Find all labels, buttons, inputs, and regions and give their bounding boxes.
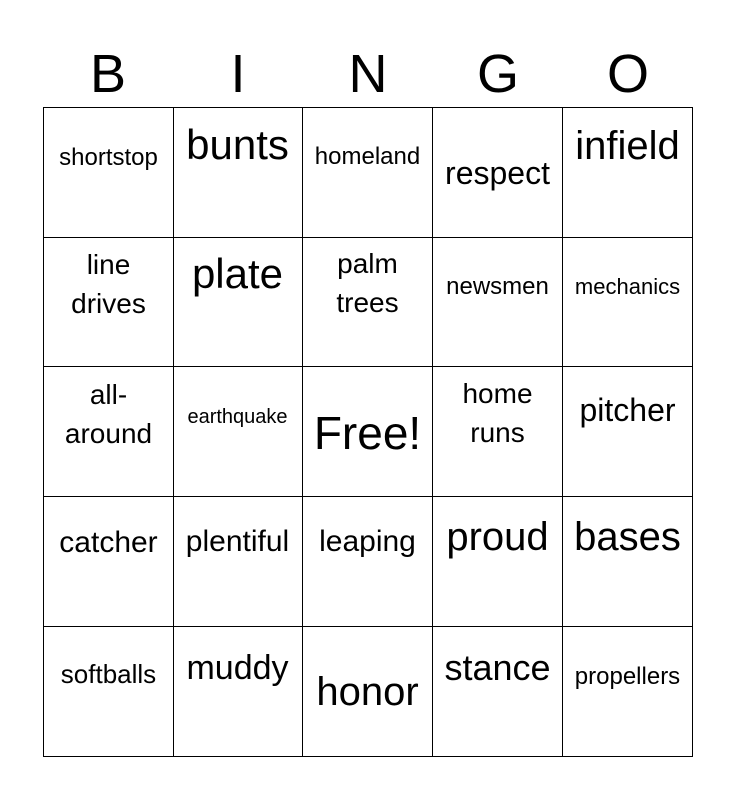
cell-word: catcher xyxy=(59,526,158,559)
cell-word: newsmen xyxy=(446,273,549,300)
cell-word: propellers xyxy=(574,663,681,690)
bingo-cell[interactable] xyxy=(433,627,563,757)
cell-word: stance xyxy=(444,647,551,688)
bingo-cell[interactable] xyxy=(563,627,693,757)
bingo-cell[interactable] xyxy=(433,497,563,627)
header-letter-b: B xyxy=(89,44,127,104)
cell-word: bases xyxy=(574,515,681,559)
cell-word: all- around xyxy=(64,379,153,449)
bingo-cell[interactable] xyxy=(433,367,563,497)
bingo-cell[interactable] xyxy=(433,237,563,367)
bingo-cell[interactable] xyxy=(563,237,693,367)
header-letter-i: I xyxy=(230,44,246,104)
bingo-cell[interactable] xyxy=(303,237,433,367)
bingo-cell[interactable] xyxy=(43,107,174,238)
cell-word: leaping xyxy=(319,525,416,558)
cell-word: honor xyxy=(316,670,419,714)
cell-word: mechanics xyxy=(574,274,681,299)
cell-word: infield xyxy=(575,124,680,168)
cell-word: home runs xyxy=(462,378,533,448)
bingo-card-grid xyxy=(43,107,693,757)
bingo-cell[interactable] xyxy=(173,367,303,497)
header-letter-g: G xyxy=(476,44,519,104)
bingo-cell[interactable] xyxy=(303,497,433,627)
bingo-header xyxy=(43,42,693,106)
bingo-cell[interactable] xyxy=(303,367,433,497)
bingo-cell[interactable] xyxy=(173,627,303,757)
cell-word: earthquake xyxy=(187,406,288,428)
cell-word: pitcher xyxy=(579,392,676,428)
cell-word: Free! xyxy=(313,407,422,459)
cell-word: palm trees xyxy=(336,248,399,318)
cell-word: homeland xyxy=(314,143,421,170)
cell-word: plentiful xyxy=(185,525,290,558)
cell-word: proud xyxy=(446,515,549,559)
bingo-cell[interactable] xyxy=(43,367,174,497)
cell-word: line drives xyxy=(71,249,146,319)
bingo-cell[interactable] xyxy=(563,497,693,627)
cell-word: muddy xyxy=(186,649,289,687)
cell-word: softballs xyxy=(60,659,157,689)
header-letter-o: O xyxy=(606,44,649,104)
bingo-cell[interactable] xyxy=(43,497,174,627)
bingo-cell[interactable] xyxy=(173,237,303,367)
cell-word: respect xyxy=(445,155,550,191)
bingo-cell[interactable] xyxy=(563,107,693,238)
bingo-cell[interactable] xyxy=(303,107,433,238)
bingo-cell[interactable] xyxy=(303,627,433,757)
header-letter-n: N xyxy=(348,44,388,104)
bingo-cell[interactable] xyxy=(563,367,693,497)
cell-word: plate xyxy=(191,250,284,297)
bingo-cell[interactable] xyxy=(433,107,563,238)
bingo-cell[interactable] xyxy=(43,627,174,757)
bingo-cell[interactable] xyxy=(173,107,303,238)
bingo-cell[interactable] xyxy=(173,497,303,627)
cell-word: bunts xyxy=(186,121,289,168)
cell-word: shortstop xyxy=(59,144,158,171)
bingo-cell[interactable] xyxy=(43,237,174,367)
